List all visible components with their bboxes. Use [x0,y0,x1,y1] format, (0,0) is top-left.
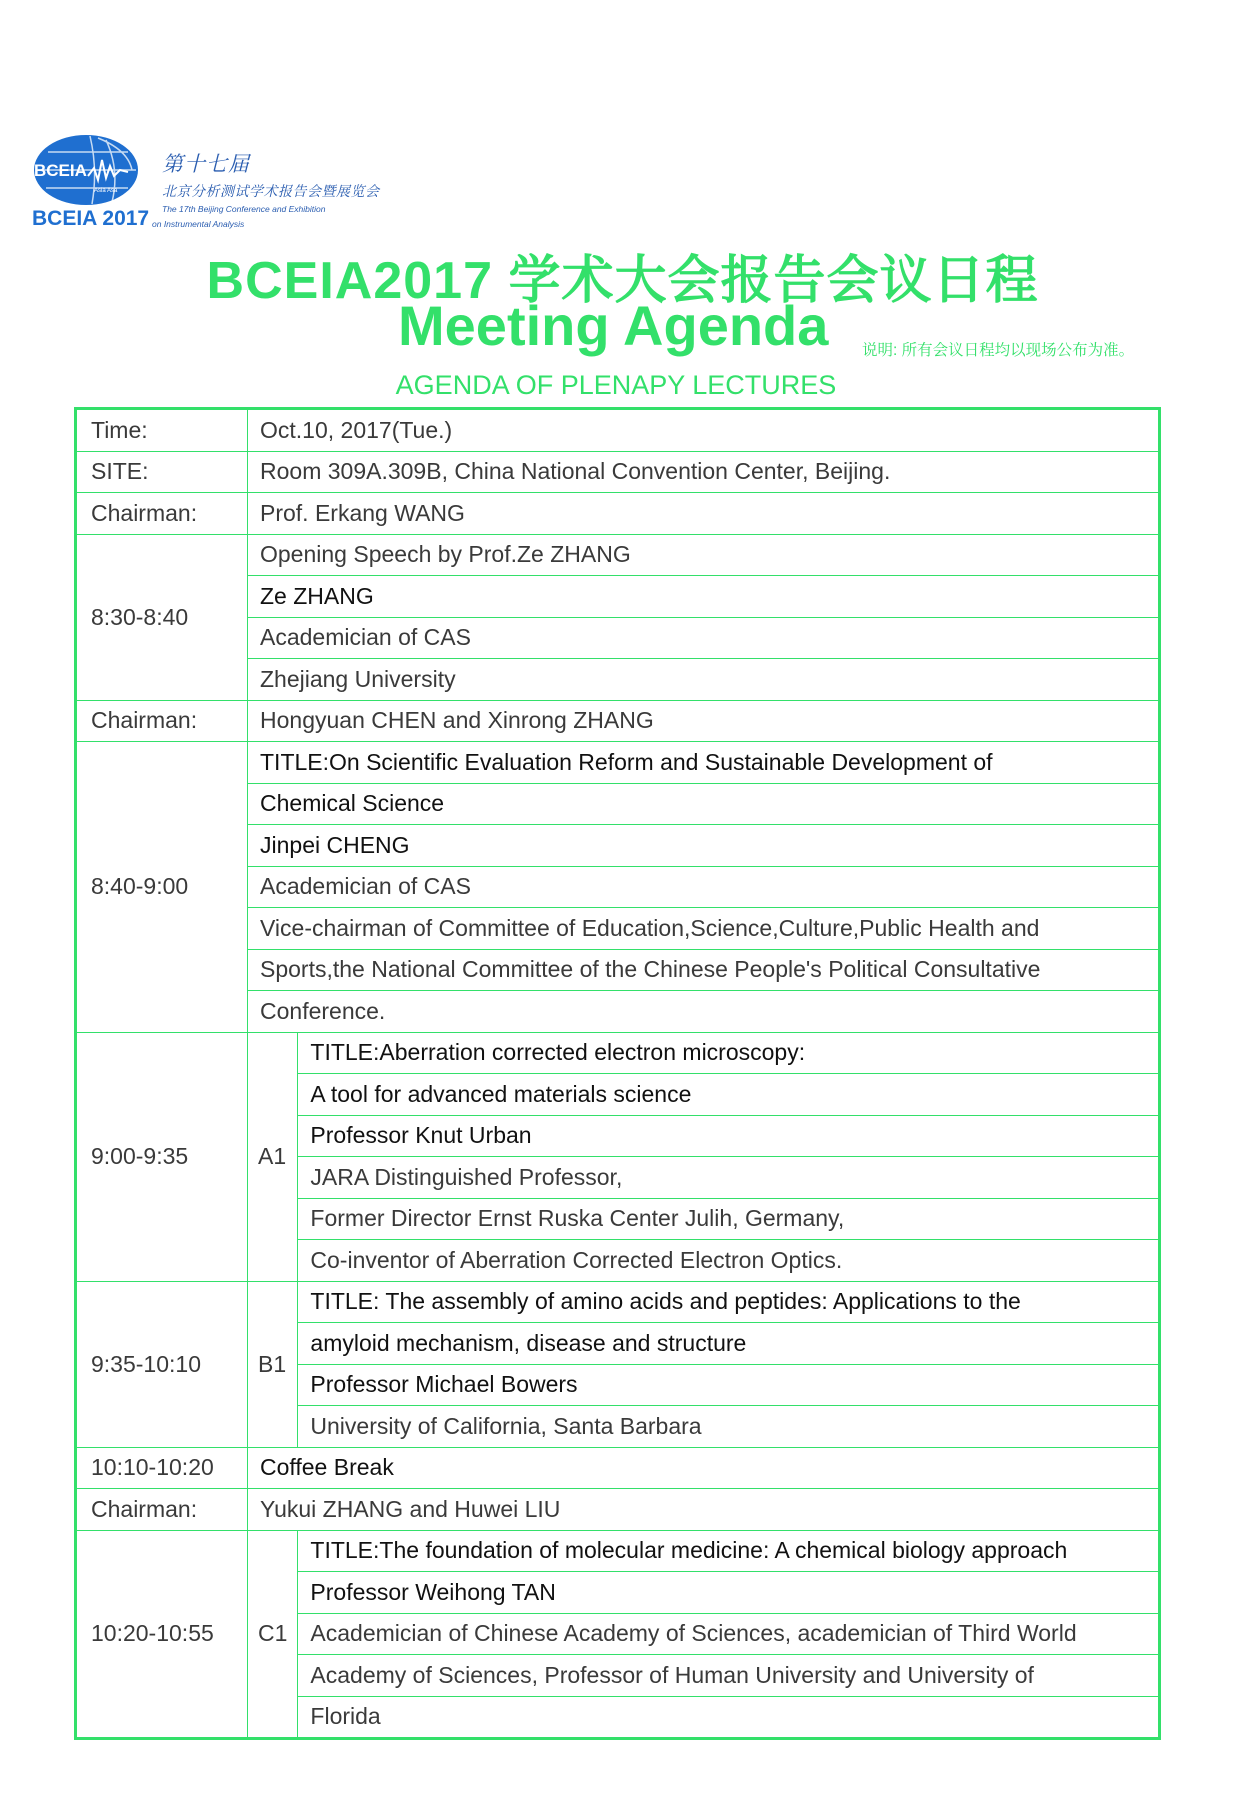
talk-title: TITLE: The assembly of amino acids and peptides: Applications to the [298,1281,1160,1323]
session-time: 9:35-10:10 [76,1281,248,1447]
speaker-affiliation: Academician of Chinese Academy of Sciences, academician of Third World [298,1613,1160,1655]
time-value: Oct.10, 2017(Tue.) [248,409,1160,452]
talk-title: TITLE:The foundation of molecular medicine: A chemical biology approach [298,1530,1160,1572]
conference-edition: 第十七届 [162,153,250,176]
speaker-affiliation: Zhejiang University [248,659,1160,701]
table-row [76,1032,1160,1074]
session-time: 10:10-10:20 [76,1447,248,1489]
session-code: B1 [248,1281,298,1447]
session-time: 9:00-9:35 [76,1032,248,1281]
session-code: A1 [248,1032,298,1281]
conference-name-block [152,148,422,231]
table-row [76,1281,1160,1323]
talk-title: Chemical Science [248,783,1160,825]
chairman-value: Yukui ZHANG and Huwei LIU [248,1489,1160,1531]
svg-text:BCEIA 2017: BCEIA 2017 [32,207,150,230]
table-row [76,451,1160,493]
table-row [76,409,1160,452]
svg-text:Asia Asa: Asia Asa [94,188,118,194]
speaker-name: Jinpei CHENG [248,825,1160,867]
table-row [76,1447,1160,1489]
opening-title: Opening Speech by Prof.Ze ZHANG [248,534,1160,576]
speaker-affiliation: Academician of CAS [248,617,1160,659]
table-row [76,534,1160,576]
speaker-name: Professor Knut Urban [298,1115,1160,1157]
talk-title: TITLE:On Scientific Evaluation Reform and Sustainable Development of [248,742,1160,784]
speaker-affiliation: Academy of Sciences, Professor of Human University and University of [298,1655,1160,1697]
speaker-affiliation: Academician of CAS [248,866,1160,908]
globe-logo-icon [28,130,153,230]
page-title-en: Meeting Agenda [398,294,829,357]
conference-name-en-2: on Instrumental Analysis [152,219,245,229]
chairman-label: Chairman: [76,1489,248,1531]
chairman-value: Hongyuan CHEN and Xinrong ZHANG [248,700,1160,742]
agenda-subtitle: AGENDA OF PLENAPY LECTURES [395,370,837,400]
session-time: 8:40-9:00 [76,742,248,1033]
conference-name-en-1: The 17th Beijing Conference and Exhibition [162,204,326,214]
table-row [76,700,1160,742]
time-label: Time: [76,409,248,452]
speaker-name: Ze ZHANG [248,576,1160,618]
speaker-affiliation: University of California, Santa Barbara [298,1406,1160,1448]
session-time: 10:20-10:55 [76,1530,248,1739]
speaker-affiliation: JARA Distinguished Professor, [298,1157,1160,1199]
speaker-name: Professor Michael Bowers [298,1364,1160,1406]
table-row [76,742,1160,784]
session-time: 8:30-8:40 [76,534,248,700]
chairman-label: Chairman: [76,700,248,742]
schedule-note: 说明: 所有会议日程均以现场公布为准。 [862,342,1135,359]
chairman-label: Chairman: [76,493,248,535]
speaker-affiliation: Co-inventor of Aberration Corrected Electron Optics. [298,1240,1160,1282]
page-title-cn: BCEIA2017 学术大会报告会议日程 [206,252,1039,310]
conference-name-cn: 北京分析测试学术报告会暨展览会 [162,183,380,199]
site-value: Room 309A.309B, China National Convention Center, Beijing. [248,451,1160,493]
session-code: C1 [248,1530,298,1739]
site-label: SITE: [76,451,248,493]
speaker-affiliation: Vice-chairman of Committee of Education,Science,Culture,Public Health and [248,908,1160,950]
speaker-affiliation: Conference. [248,991,1160,1033]
agenda-table [74,407,1161,1740]
bceia-logo [28,130,153,230]
coffee-break: Coffee Break [248,1447,1160,1489]
talk-title: TITLE:Aberration corrected electron microscopy: [298,1032,1160,1074]
speaker-name: Professor Weihong TAN [298,1572,1160,1614]
talk-title: amyloid mechanism, disease and structure [298,1323,1160,1365]
chairman-value: Prof. Erkang WANG [248,493,1160,535]
svg-text:BCEIA: BCEIA [34,161,87,180]
table-row [76,1530,1160,1572]
talk-title: A tool for advanced materials science [298,1074,1160,1116]
table-row [76,493,1160,535]
speaker-affiliation: Former Director Ernst Ruska Center Julih, Germany, [298,1198,1160,1240]
speaker-affiliation: Sports,the National Committee of the Chinese People's Political Consultative [248,949,1160,991]
speaker-affiliation: Florida [298,1696,1160,1739]
table-row [76,1489,1160,1531]
